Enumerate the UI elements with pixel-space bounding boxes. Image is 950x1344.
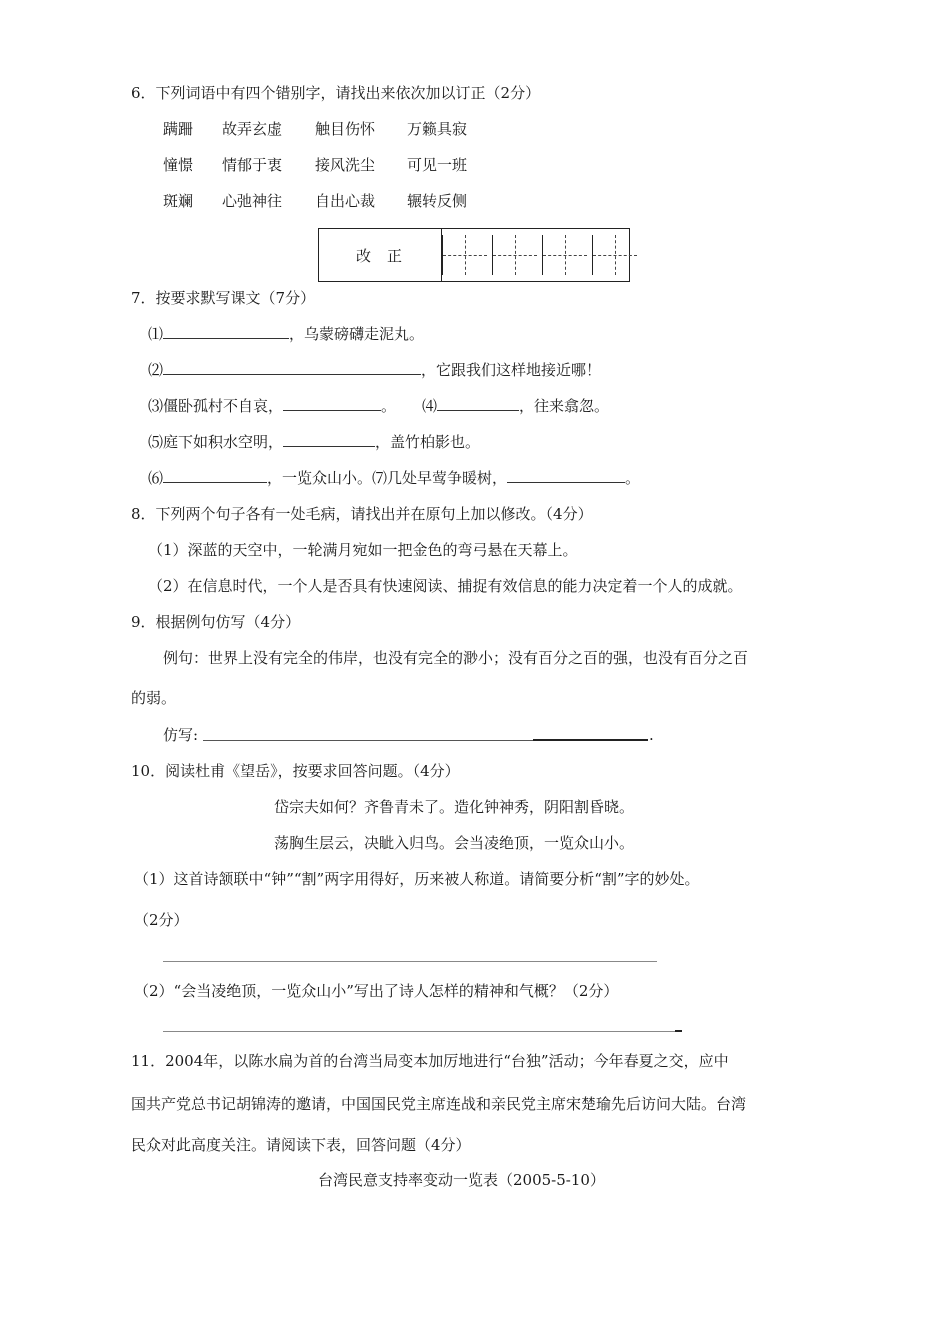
q7-line-4 [148, 432, 480, 452]
answer-box-1[interactable] [442, 235, 487, 275]
blank-1[interactable] [163, 324, 289, 339]
word: 可见一班 [407, 156, 468, 174]
q10-sub-2: （2）“会当凌绝顶，一览众山小”写出了诗人怎样的精神和气概？（2分） [134, 982, 619, 1000]
answer-box-2[interactable] [492, 235, 537, 275]
word: 辗转反侧 [407, 192, 468, 210]
q10-sub-1-score: （2分） [134, 911, 189, 929]
text: ⑶僵卧孤村不自哀， [148, 397, 284, 415]
item-number: ⑵ [148, 361, 164, 379]
q6-row-3 [163, 191, 467, 211]
q9-answer-line-bold[interactable] [533, 739, 648, 741]
text: 。 [625, 469, 641, 487]
q6-title: 6．下列词语中有四个错别字，请找出来依次加以订正（2分） [131, 84, 541, 102]
text: ，它跟我们这样地接近哪！ [421, 361, 602, 379]
q10-answer-line-1[interactable] [163, 961, 657, 962]
q10-answer-line-2-end [675, 1030, 682, 1032]
text: ，往来翕忽。 [519, 397, 610, 415]
q9-title: 9．根据例句仿写（4分） [131, 613, 301, 631]
word: 蹒跚 [163, 120, 194, 138]
q8-sentence-2: （2）在信息时代，一个人是否具有快速阅读、捕捉有效信息的能力决定着一个人的成就。 [148, 577, 743, 595]
word: 斑斓 [163, 192, 194, 210]
q10-answer-line-2[interactable] [163, 1031, 675, 1032]
blank-5[interactable] [283, 432, 375, 447]
q6-row-1 [163, 119, 467, 139]
q8-title: 8．下列两个句子各有一处毛病，请找出并在原句上加以修改。（4分） [131, 505, 593, 523]
correction-table [318, 228, 630, 282]
q9-end-mark: . [649, 726, 654, 744]
q10-sub-1: （1）这首诗颔联中“钟”“割”两字用得好，历来被人称道。请简要分析“割”字的妙处。 [134, 870, 700, 888]
text: 。 [381, 397, 397, 415]
answer-box-3[interactable] [542, 235, 587, 275]
word: 情郁于衷 [222, 156, 283, 174]
blank-7[interactable] [507, 468, 625, 483]
q7-line-2 [148, 360, 601, 380]
blank-3[interactable] [283, 396, 381, 411]
text: ⑹ [148, 469, 164, 487]
q8-sentence-1: （1）深蓝的天空中，一轮满月宛如一把金色的弯弓悬在天幕上。 [148, 541, 578, 559]
q7-line-5 [148, 468, 640, 488]
item-number: ⑴ [148, 325, 164, 343]
blank-6[interactable] [163, 468, 267, 483]
q9-answer-line[interactable] [203, 740, 533, 741]
correction-label: 改正 [319, 229, 442, 282]
text: ，一览众山小。⑺几处早莺争暖树， [267, 469, 508, 487]
answer-box-4[interactable] [592, 235, 637, 275]
q7-title: 7．按要求默写课文（7分） [131, 289, 316, 307]
text: ，盖竹柏影也。 [375, 433, 481, 451]
blank-2[interactable] [163, 360, 421, 375]
word: 触目伤怀 [315, 120, 376, 138]
item-number: ⑷ [422, 397, 438, 415]
q11-line-2: 国共产党总书记胡锦涛的邀请，中国国民党主席连战和亲民党主席宋楚瑜先后访问大陆。台湾 [131, 1095, 747, 1113]
q7-line-1 [148, 324, 424, 344]
q11-line-1: 11．2004年，以陈水扁为首的台湾当局变本加厉地进行“台独”活动；今年春夏之交，应中 [131, 1052, 729, 1070]
q9-imitate-label: 仿写: [163, 726, 199, 744]
poem-line-1: 岱宗夫如何？齐鲁青未了。造化钟神秀，阴阳割昏晓。 [274, 798, 635, 816]
q7-line-3 [148, 396, 609, 416]
word: 故弄玄虚 [222, 120, 283, 138]
word: 接风洗尘 [315, 156, 376, 174]
table-title: 台湾民意支持率变动一览表（2005-5-10） [318, 1171, 605, 1189]
poem-line-2: 荡胸生层云，决眦入归鸟。会当凌绝顶，一览众山小。 [274, 834, 635, 852]
q11-line-3: 民众对此高度关注。请阅读下表，回答问题（4分） [131, 1136, 471, 1154]
text: ，乌蒙磅礴走泥丸。 [289, 325, 425, 343]
text: ⑸庭下如积水空明， [148, 433, 284, 451]
blank-4[interactable] [437, 396, 519, 411]
q9-example-cont: 的弱。 [131, 689, 177, 707]
word: 万籁具寂 [407, 120, 468, 138]
correction-boxes [442, 229, 630, 282]
q10-title: 10．阅读杜甫《望岳》，按要求回答问题。（4分） [131, 762, 460, 780]
word: 自出心裁 [315, 192, 376, 210]
word: 心弛神往 [222, 192, 283, 210]
word: 憧憬 [163, 156, 194, 174]
q6-row-2 [163, 155, 467, 175]
q9-example: 例句：世界上没有完全的伟岸，也没有完全的渺小；没有百分之百的强，也没有百分之百 [163, 649, 749, 667]
